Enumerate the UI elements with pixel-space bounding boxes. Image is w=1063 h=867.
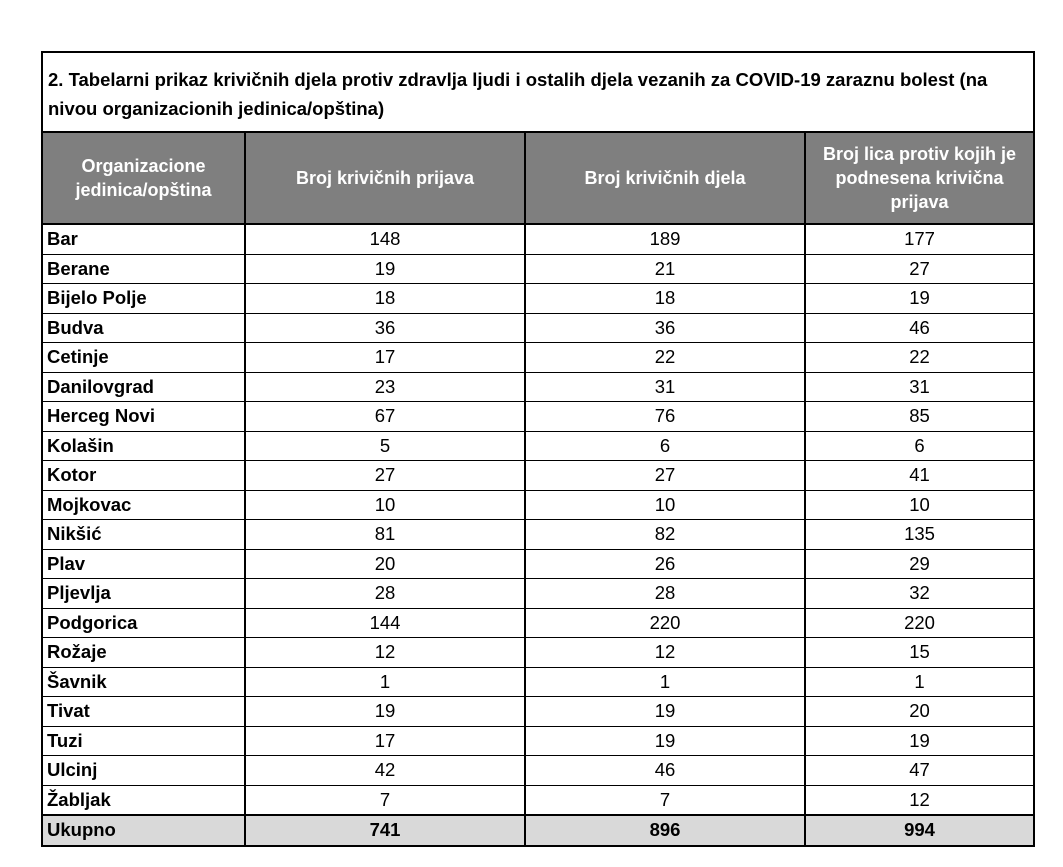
table-row bbox=[43, 520, 1033, 550]
cell-unit: Ulcinj bbox=[43, 756, 245, 786]
cell-unit: Berane bbox=[43, 254, 245, 284]
cell-offences: 18 bbox=[525, 284, 805, 314]
cell-persons: 41 bbox=[805, 461, 1033, 491]
cell-offences: 19 bbox=[525, 697, 805, 727]
table-row bbox=[43, 254, 1033, 284]
total-reports: 741 bbox=[245, 815, 525, 845]
cell-reports: 81 bbox=[245, 520, 525, 550]
cell-reports: 19 bbox=[245, 697, 525, 727]
cell-persons: 10 bbox=[805, 490, 1033, 520]
table-row bbox=[43, 549, 1033, 579]
data-table bbox=[43, 133, 1033, 845]
cell-persons: 31 bbox=[805, 372, 1033, 402]
header-offences: Broj krivičnih djela bbox=[525, 133, 805, 224]
table-row bbox=[43, 756, 1033, 786]
cell-persons: 47 bbox=[805, 756, 1033, 786]
cell-reports: 20 bbox=[245, 549, 525, 579]
cell-unit: Pljevlja bbox=[43, 579, 245, 609]
cell-reports: 36 bbox=[245, 313, 525, 343]
cell-persons: 220 bbox=[805, 608, 1033, 638]
table-row bbox=[43, 224, 1033, 254]
cell-reports: 1 bbox=[245, 667, 525, 697]
cell-persons: 85 bbox=[805, 402, 1033, 432]
table-title: 2. Tabelarni prikaz krivičnih djela protiv zdravlja ljudi i ostalih djela vezanih za COVID-19 zaraznu bolest (na nivou organizacionih jedinica/opština) bbox=[43, 53, 1033, 133]
cell-unit: Bijelo Polje bbox=[43, 284, 245, 314]
cell-persons: 46 bbox=[805, 313, 1033, 343]
cell-reports: 148 bbox=[245, 224, 525, 254]
cell-offences: 1 bbox=[525, 667, 805, 697]
cell-reports: 10 bbox=[245, 490, 525, 520]
cell-unit: Budva bbox=[43, 313, 245, 343]
table-row bbox=[43, 785, 1033, 815]
cell-offences: 19 bbox=[525, 726, 805, 756]
cell-persons: 32 bbox=[805, 579, 1033, 609]
cell-reports: 17 bbox=[245, 343, 525, 373]
total-offences: 896 bbox=[525, 815, 805, 845]
table-row bbox=[43, 638, 1033, 668]
cell-offences: 36 bbox=[525, 313, 805, 343]
table-row bbox=[43, 490, 1033, 520]
cell-unit: Tivat bbox=[43, 697, 245, 727]
total-label: Ukupno bbox=[43, 815, 245, 845]
cell-reports: 18 bbox=[245, 284, 525, 314]
cell-offences: 6 bbox=[525, 431, 805, 461]
cell-unit: Podgorica bbox=[43, 608, 245, 638]
cell-unit: Šavnik bbox=[43, 667, 245, 697]
total-row bbox=[43, 815, 1033, 845]
cell-unit: Plav bbox=[43, 549, 245, 579]
cell-persons: 135 bbox=[805, 520, 1033, 550]
cell-unit: Žabljak bbox=[43, 785, 245, 815]
cell-reports: 144 bbox=[245, 608, 525, 638]
cell-reports: 19 bbox=[245, 254, 525, 284]
table-row bbox=[43, 313, 1033, 343]
cell-offences: 46 bbox=[525, 756, 805, 786]
total-persons: 994 bbox=[805, 815, 1033, 845]
cell-persons: 20 bbox=[805, 697, 1033, 727]
table-row bbox=[43, 608, 1033, 638]
cell-persons: 177 bbox=[904, 228, 935, 250]
cell-offences: 220 bbox=[525, 608, 805, 638]
cell-reports: 5 bbox=[245, 431, 525, 461]
cell-persons: 19 bbox=[805, 284, 1033, 314]
cell-offences: 76 bbox=[525, 402, 805, 432]
table-row bbox=[43, 284, 1033, 314]
cell-offences: 27 bbox=[525, 461, 805, 491]
cell-unit: Bar bbox=[43, 224, 245, 254]
header-row bbox=[43, 133, 1033, 224]
table-row bbox=[43, 726, 1033, 756]
cell-persons: 6 bbox=[805, 431, 1033, 461]
table-body bbox=[43, 224, 1033, 845]
cell-reports: 7 bbox=[245, 785, 525, 815]
table-row bbox=[43, 431, 1033, 461]
cell-unit: Kotor bbox=[43, 461, 245, 491]
table-row bbox=[43, 372, 1033, 402]
cell-offences: 26 bbox=[525, 549, 805, 579]
cell-reports: 12 bbox=[245, 638, 525, 668]
header-unit: Organizacione jedinica/opština bbox=[43, 133, 245, 224]
cell-unit: Herceg Novi bbox=[43, 402, 245, 432]
cell-reports: 28 bbox=[245, 579, 525, 609]
cell-offences: 189 bbox=[525, 224, 805, 254]
cell-persons: 15 bbox=[805, 638, 1033, 668]
cell-offences: 28 bbox=[525, 579, 805, 609]
table-row bbox=[43, 402, 1033, 432]
cell-reports: 27 bbox=[245, 461, 525, 491]
cell-unit: Danilovgrad bbox=[43, 372, 245, 402]
header-reports: Broj krivičnih prijava bbox=[245, 133, 525, 224]
cell-unit: Cetinje bbox=[43, 343, 245, 373]
table-row bbox=[43, 343, 1033, 373]
table-row bbox=[43, 667, 1033, 697]
cell-offences: 21 bbox=[525, 254, 805, 284]
cell-persons: 12 bbox=[805, 785, 1033, 815]
cell-persons: 19 bbox=[805, 726, 1033, 756]
table-row bbox=[43, 461, 1033, 491]
cell-reports: 42 bbox=[245, 756, 525, 786]
report-table-container bbox=[41, 51, 1035, 847]
cell-reports: 23 bbox=[245, 372, 525, 402]
table-row bbox=[43, 697, 1033, 727]
cell-persons: 27 bbox=[805, 254, 1033, 284]
header-persons: Broj lica protiv kojih je podnesena krivična prijava bbox=[805, 133, 1033, 224]
cell-unit: Nikšić bbox=[43, 520, 245, 550]
cell-offences: 22 bbox=[525, 343, 805, 373]
cell-reports: 67 bbox=[245, 402, 525, 432]
cell-offences: 7 bbox=[525, 785, 805, 815]
cell-offences: 10 bbox=[525, 490, 805, 520]
cell-offences: 82 bbox=[525, 520, 805, 550]
cell-offences: 31 bbox=[525, 372, 805, 402]
cell-persons: 22 bbox=[805, 343, 1033, 373]
cell-persons: 1 bbox=[805, 667, 1033, 697]
cell-persons: 29 bbox=[805, 549, 1033, 579]
table-row bbox=[43, 579, 1033, 609]
cell-unit: Rožaje bbox=[43, 638, 245, 668]
cell-reports: 17 bbox=[245, 726, 525, 756]
cell-offences: 12 bbox=[525, 638, 805, 668]
cell-unit: Kolašin bbox=[43, 431, 245, 461]
cell-unit: Mojkovac bbox=[43, 490, 245, 520]
cell-unit: Tuzi bbox=[43, 726, 245, 756]
